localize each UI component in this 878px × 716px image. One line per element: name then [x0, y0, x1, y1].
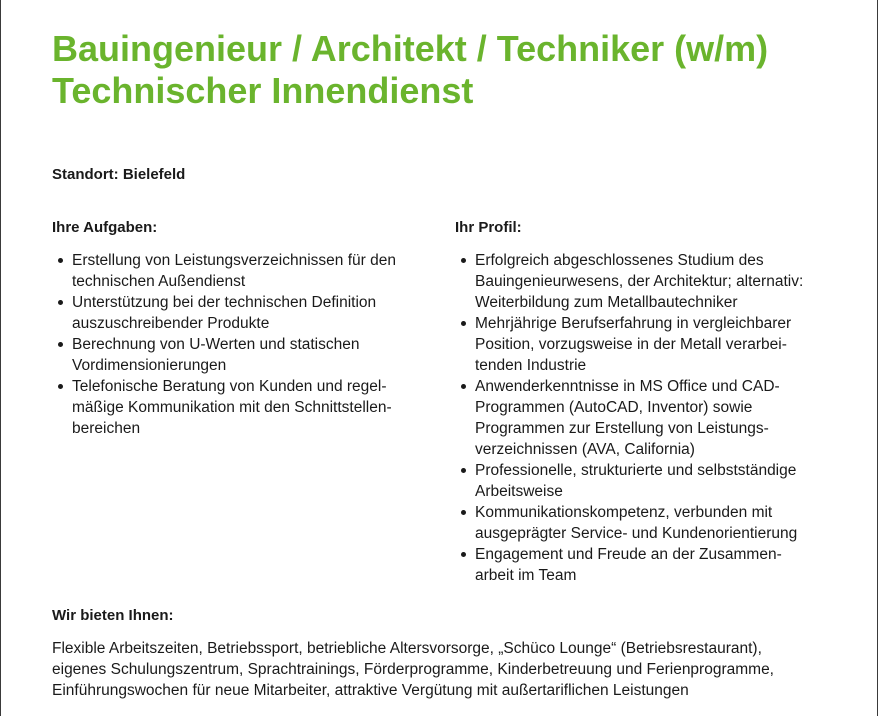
list-item-text: Erfolgreich abgeschlossenes Studium des [475, 252, 764, 269]
job-title [52, 28, 768, 112]
list-item-text: Telefonische Beratung von Kunden und regel- [72, 378, 387, 395]
list-item [455, 250, 855, 313]
offer-line: Flexible Arbeitszeiten, Betriebssport, betriebliche Altersvorsorge, „Schüco Lounge“ (Betriebsrestaurant), [52, 640, 762, 657]
list-item-text: Bauingenieurwesens, der Architektur; alternativ: [475, 273, 804, 290]
list-item-text: mäßige Kommunikation mit den Schnittstellen- [72, 399, 392, 416]
location: Standort: Bielefeld [52, 166, 186, 183]
list-item [52, 334, 432, 376]
list-item-text: Vordimensionierungen [72, 357, 227, 374]
list-item-text: Kommunikationskompetenz, verbunden mit [475, 504, 773, 521]
list-item-text: Unterstützung bei der technischen Definition [72, 294, 377, 311]
list-item [52, 292, 432, 334]
tasks-heading: Ihre Aufgaben: [52, 219, 158, 236]
list-item-text: Professionelle, strukturierte und selbstständige [475, 462, 797, 479]
list-item [455, 376, 855, 460]
list-item [455, 502, 855, 544]
list-item [52, 376, 432, 439]
list-item-text: Programmen zur Erstellung von Leistungs- [475, 420, 769, 437]
profile-heading: Ihr Profil: [455, 219, 522, 236]
list-item-text: technischen Außendienst [72, 273, 246, 290]
list-item-text: Mehrjährige Berufserfahrung in vergleichbarer [475, 315, 792, 332]
list-item [455, 460, 855, 502]
list-item-text: Berechnung von U-Werten und statischen [72, 336, 360, 353]
list-item-text: Position, vorzugsweise in der Metall verarbei- [475, 336, 787, 353]
list-item-text: verzeichnissen (AVA, California) [475, 441, 695, 458]
list-item [52, 250, 432, 292]
list-item-text: Erstellung von Leistungsverzeichnissen für den [72, 252, 396, 269]
list-item-text: arbeit im Team [475, 567, 577, 584]
job-title-line-1: Bauingenieur / Architekt / Techniker (w/m) [52, 28, 769, 69]
list-item-text: Programmen (AutoCAD, Inventor) sowie [475, 399, 753, 416]
profile-list [455, 250, 855, 586]
list-item-text: bereichen [72, 420, 141, 437]
job-title-line-2: Technischer Innendienst [52, 70, 474, 111]
list-item-text: tenden Industrie [475, 357, 587, 374]
list-item-text: Anwenderkenntnisse in MS Office und CAD- [475, 378, 780, 395]
list-item [455, 544, 855, 586]
offer-line: eigenes Schulungszentrum, Sprachtrainings, Förderprogramme, Kinderbetreuung und Ferienprogramme, [52, 661, 774, 678]
offer-heading: Wir bieten Ihnen: [52, 607, 174, 624]
offer-text [52, 638, 774, 701]
list-item [455, 313, 855, 376]
list-item-text: Engagement und Freude an der Zusammen- [475, 546, 782, 563]
tasks-list [52, 250, 432, 439]
offer-line: Einführungswochen für neue Mitarbeiter, attraktive Vergütung mit außertariflichen Leistungen [52, 682, 689, 699]
list-item-text: Weiterbildung zum Metallbautechniker [475, 294, 738, 311]
list-item-text: ausgeprägter Service- und Kundenorientierung [475, 525, 798, 542]
list-item-text: Arbeitsweise [475, 483, 563, 500]
list-item-text: auszuschreibender Produkte [72, 315, 270, 332]
